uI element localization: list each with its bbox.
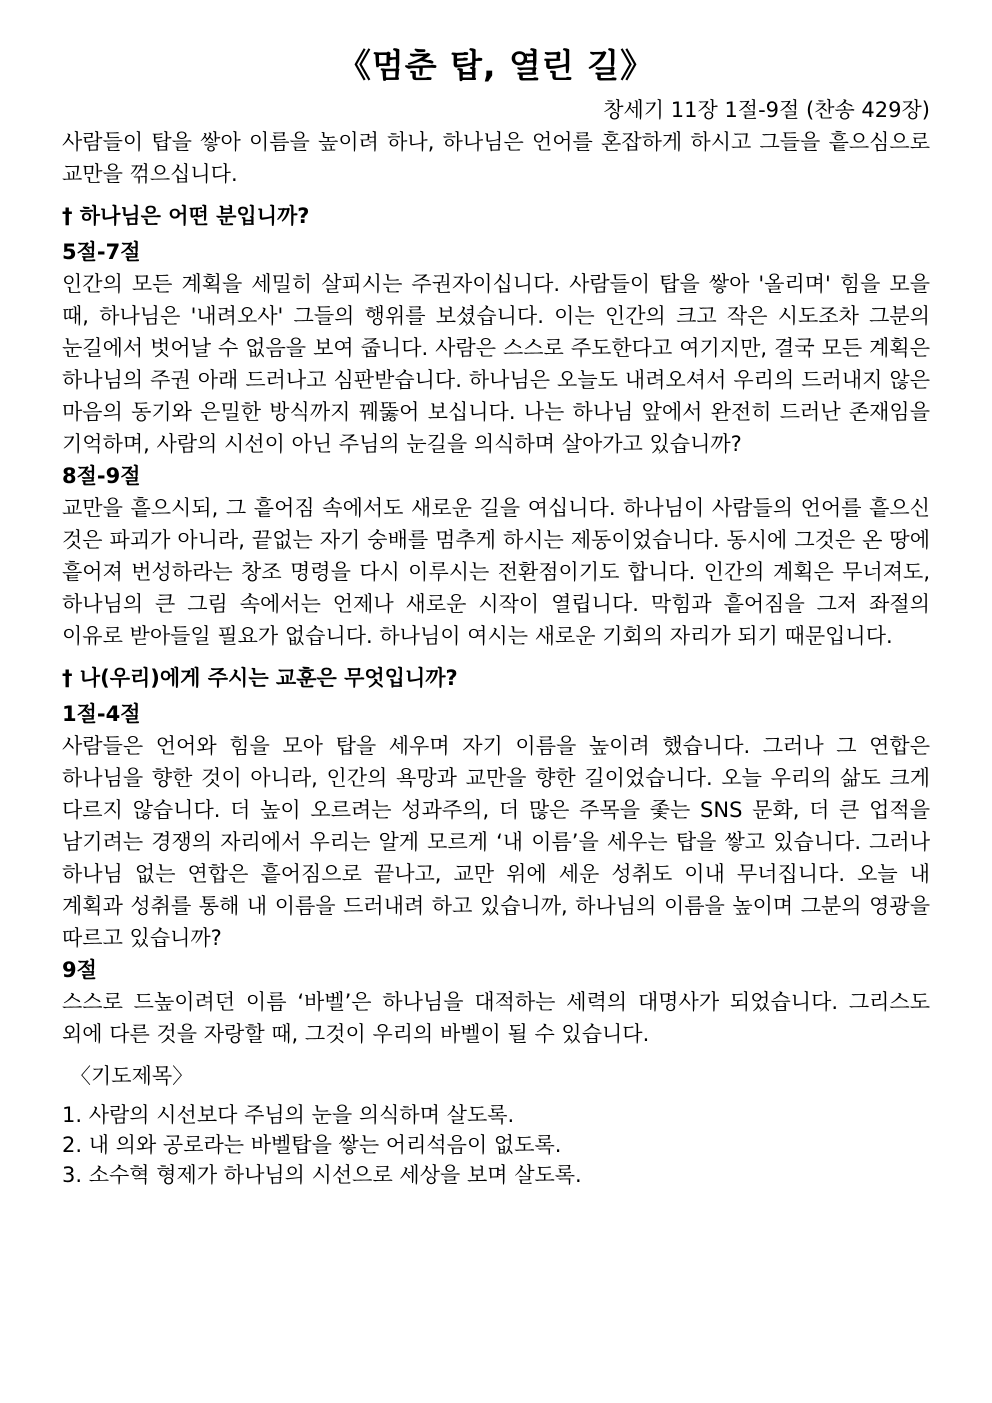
prayer-title: 〈기도제목〉 [70, 1064, 194, 1088]
verse-label: 5절-7절 [62, 240, 141, 264]
prayer-section [62, 1060, 930, 1190]
section-lesson [62, 662, 930, 1050]
verse-paragraph: 인간의 모든 계획을 세밀히 살피시는 주권자이십니다. 사람들이 탑을 쌓아 '올리며' 힘을 모을 때, 하나님은 '내려오사' 그들의 행위를 보셨습니다. 이는 인간의 크고 작은 시도조차 그분의 눈길에서 벗어날 수 없음을 보여 줍니다. 사람은 스스로 주도한다고 여기지만, 결국 모든 계획은 하나님의 주권 아래 드러나고 심판받습니다. 하나님은 오늘도 내려오셔서 우리의 드러내지 않은 마음의 동기와 은밀한 방식까지 꿰뚫어 보십니다. 나는 하나님 앞에서 완전히 드러난 존재임을 기억하며, 사람의 시선이 아닌 주님의 눈길을 의식하며 살아가고 있습니까? [62, 272, 930, 456]
verse-label: 9절 [62, 958, 97, 982]
verse-label: 1절-4절 [62, 702, 141, 726]
verse-block [62, 236, 930, 460]
section-heading: † 나(우리)에게 주시는 교훈은 무엇입니까? [62, 666, 458, 690]
scripture-reference: 창세기 11장 1절-9절 (찬송 429장) [603, 98, 930, 122]
section-heading: † 하나님은 어떤 분입니까? [62, 204, 310, 228]
verse-block [62, 954, 930, 1050]
summary-paragraph: 사람들이 탑을 쌓아 이름을 높이려 하나, 하나님은 언어를 혼잡하게 하시고 그들을 흩으심으로 교만을 꺾으십니다. [62, 130, 930, 186]
prayer-item: 1. 사람의 시선보다 주님의 눈을 의식하며 살도록. [62, 1103, 515, 1127]
verse-label: 8절-9절 [62, 464, 141, 488]
prayer-item: 2. 내 의와 공로라는 바벨탑을 쌓는 어리석음이 없도록. [62, 1133, 562, 1157]
prayer-list [62, 1100, 930, 1190]
verse-block [62, 460, 930, 652]
section-who-is-god [62, 200, 930, 652]
document-page [62, 44, 930, 1190]
verse-paragraph: 교만을 흩으시되, 그 흩어짐 속에서도 새로운 길을 여십니다. 하나님이 사람들의 언어를 흩으신 것은 파괴가 아니라, 끝없는 자기 숭배를 멈추게 하시는 제동이었습니다. 동시에 그것은 온 땅에 흩어져 번성하라는 창조 명령을 다시 이루시는 전환점이기도 합니다. 인간의 계획은 무너져도, 하나님의 큰 그림 속에서는 언제나 새로운 시작이 열립니다. 막힘과 흩어짐을 그저 좌절의 이유로 받아들일 필요가 없습니다. 하나님이 여시는 새로운 기회의 자리가 되기 때문입니다. [62, 496, 930, 648]
page-title: 《멈춘 탑, 열린 길》 [337, 46, 655, 85]
verse-paragraph: 사람들은 언어와 힘을 모아 탑을 세우며 자기 이름을 높이려 했습니다. 그러나 그 연합은 하나님을 향한 것이 아니라, 인간의 욕망과 교만을 향한 길이었습니다. 오늘 우리의 삶도 크게 다르지 않습니다. 더 높이 오르려는 성과주의, 더 많은 주목을 좇는 SNS 문화, 더 큰 업적을 남기려는 경쟁의 자리에서 우리는 알게 모르게 ‘내 이름’을 세우는 탑을 쌓고 있습니다. 그러나 하나님 없는 연합은 흩어짐으로 끝나고, 교만 위에 세운 성취도 이내 무너집니다. 오늘 내 계획과 성취를 통해 내 이름을 드러내려 하고 있습니까, 하나님의 이름을 높이며 그분의 영광을 따르고 있습니까? [62, 734, 930, 950]
verse-block [62, 698, 930, 954]
prayer-item: 3. 소수혁 형제가 하나님의 시선으로 세상을 보며 살도록. [62, 1163, 582, 1187]
verse-paragraph: 스스로 드높이려던 이름 ‘바벨’은 하나님을 대적하는 세력의 대명사가 되었습니다. 그리스도 외에 다른 것을 자랑할 때, 그것이 우리의 바벨이 될 수 있습니다. [62, 990, 930, 1046]
